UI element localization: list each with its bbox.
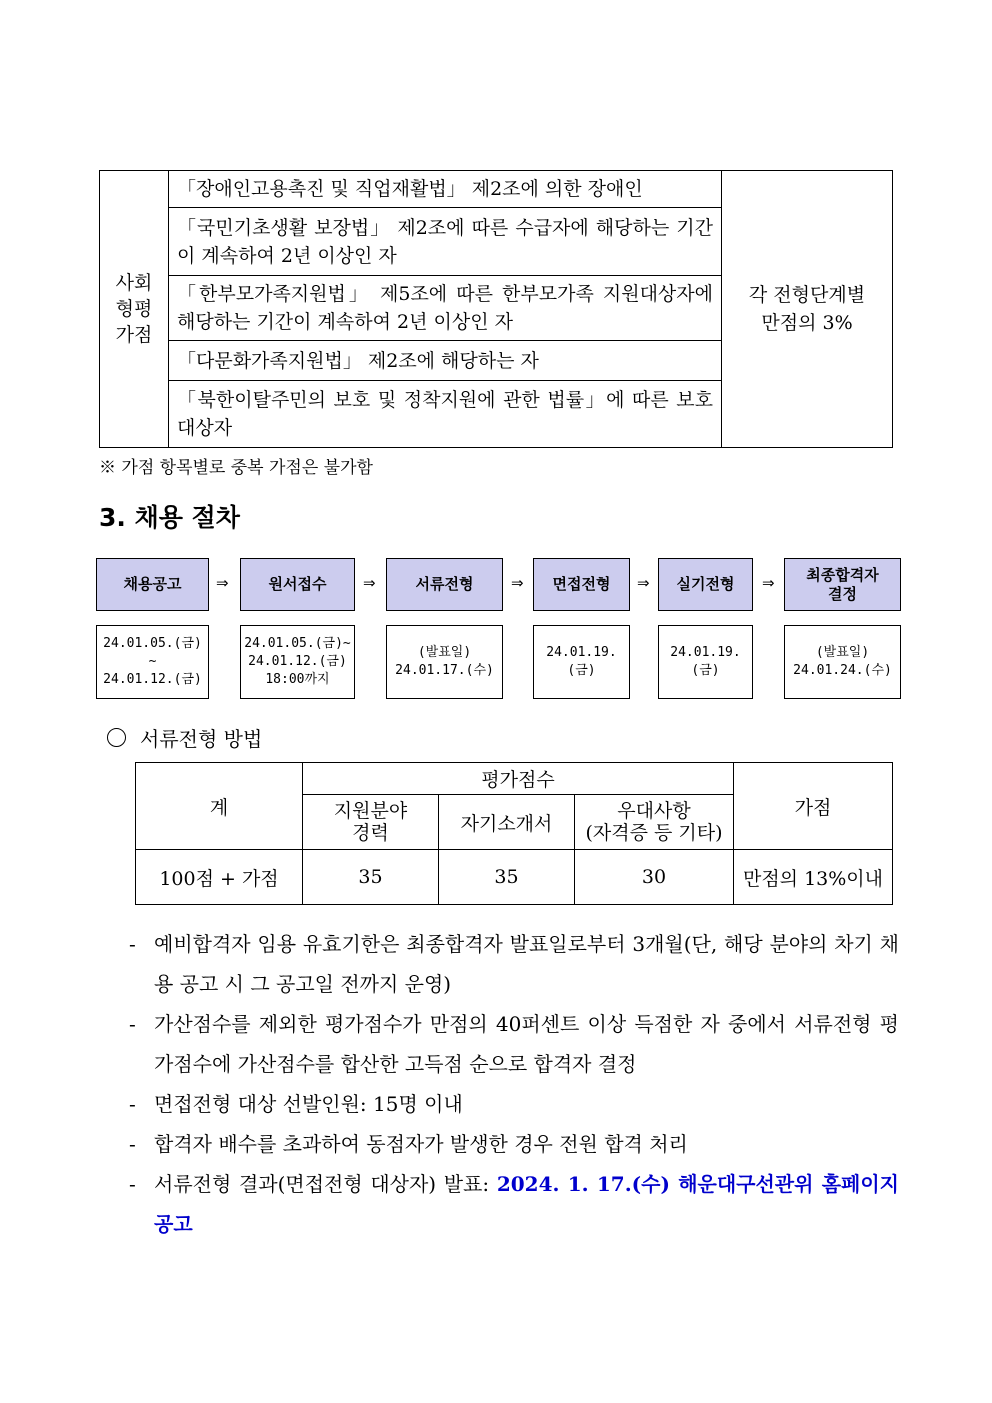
flow-step-announce (96, 558, 209, 611)
announcement-highlight: 2024. 1. 17.(수) 해운대구선관위 홈페이지 공고 (154, 1172, 899, 1236)
flow-date-announce (96, 625, 209, 699)
bonus-item: 「다문화가족지원법」 제2조에 해당하는 자 (169, 341, 722, 381)
bullet-text: 면접전형 대상 선발인원: 15명 이내 (154, 1092, 463, 1116)
bonus-value (722, 171, 893, 448)
flow-date-text: 24.01.05.(금) ~ 24.01.12.(금) (103, 636, 202, 687)
doc-review-heading (107, 723, 262, 752)
score-extra: 만점의 13%이내 (734, 850, 893, 905)
score-value: 35 (439, 850, 575, 905)
score-header-total: 계 (136, 763, 303, 850)
score-value: 35 (303, 850, 439, 905)
list-item (129, 1164, 899, 1244)
duplicate-bonus-note: ※ 가점 항목별로 중복 가점은 불가함 (99, 458, 373, 478)
bullet-text (154, 1164, 899, 1244)
bullet-text: 가산점수를 제외한 평가점수가 만점의 40퍼센트 이상 득점한 자 중에서 서류전형 평가점수에 가산점수를 합산한 고득점 순으로 합격자 결정 (154, 1012, 899, 1076)
flow-arrow: ⇒ (637, 574, 650, 592)
flow-date-text: (발표일) 24.01.24.(수) (793, 645, 892, 678)
flow-step-documents (386, 558, 503, 611)
list-item (129, 924, 899, 1004)
score-header-eval: 평가점수 (303, 763, 734, 795)
flow-step-label: 면접전형 (552, 575, 611, 593)
list-item (129, 1084, 899, 1124)
flow-step-label: 최종합격자 결정 (806, 565, 879, 603)
flow-arrow: ⇒ (762, 574, 775, 592)
bonus-item: 「국민기초생활 보장법」 제2조에 따른 수급자에 해당하는 기간이 계속하여 2년 이상인 자 (169, 208, 722, 276)
bonus-item: 「북한이탈주민의 보호 및 정착지원에 관한 법률」에 따른 보호대상자 (169, 381, 722, 448)
bonus-item: 「한부모가족지원법」 제5조에 따른 한부모가족 지원대상자에 해당하는 기간이 계속하여 2년 이상인 자 (169, 276, 722, 341)
flow-date-interview (533, 625, 630, 699)
score-value: 30 (575, 850, 734, 905)
bullet-text: 합격자 배수를 초과하여 동점자가 발생한 경우 전원 합격 처리 (154, 1132, 688, 1156)
score-header-extra: 가점 (734, 763, 893, 850)
bullet-dash: - (129, 1172, 136, 1196)
doc-review-title: 서류전형 방법 (140, 727, 263, 751)
flow-date-text: 24.01.19. (금) (546, 645, 617, 678)
bullet-dash: - (129, 1132, 136, 1156)
score-subheader: 우대사항 (자격증 등 기타) (575, 795, 734, 850)
flow-step-interview (533, 558, 630, 611)
list-item (129, 1124, 899, 1164)
bonus-value-line2: 만점의 3% (761, 312, 853, 334)
flow-step-apply (240, 558, 355, 611)
score-subheader: 지원분야 경력 (303, 795, 439, 850)
flow-step-label: 서류전형 (415, 575, 474, 593)
flow-date-apply (240, 625, 355, 699)
bonus-table (99, 170, 893, 448)
flow-date-final (784, 625, 901, 699)
bonus-item: 「장애인고용촉진 및 직업재활법」 제2조에 의한 장애인 (169, 171, 722, 208)
circle-bullet-icon (107, 728, 126, 747)
bullet-text: 예비합격자 임용 유효기한은 최종합격자 발표일로부터 3개월(단, 해당 분야의 차기 채용 공고 시 그 공고일 전까지 운영) (154, 932, 899, 996)
flow-step-label: 실기전형 (676, 575, 735, 593)
flow-step-label: 채용공고 (123, 575, 182, 593)
flow-date-text: 24.01.05.(금)~ 24.01.12.(금) 18:00까지 (244, 636, 351, 687)
bullet-dash: - (129, 1092, 136, 1116)
bonus-value-line1: 각 전형단계별 (748, 284, 866, 306)
score-subheader: 자기소개서 (439, 795, 575, 850)
bullet-list (129, 924, 899, 1244)
flow-date-text: (발표일) 24.01.17.(수) (395, 645, 494, 678)
flow-arrow: ⇒ (216, 574, 229, 592)
section-title: 3. 채용 절차 (99, 503, 240, 532)
score-table (135, 762, 893, 905)
bullet-dash: - (129, 1012, 136, 1036)
score-total: 100점 + 가점 (136, 850, 303, 905)
bullet-dash: - (129, 932, 136, 956)
list-item (129, 1004, 899, 1084)
flow-date-documents (386, 625, 503, 699)
bonus-category: 사회 형평 가점 (100, 171, 169, 448)
flow-date-practical (658, 625, 753, 699)
flow-step-label: 원서접수 (268, 575, 327, 593)
flow-step-practical (658, 558, 753, 611)
flow-arrow: ⇒ (363, 574, 376, 592)
flow-date-text: 24.01.19. (금) (670, 645, 741, 678)
bullet-prefix: 서류전형 결과(면접전형 대상자) 발표: (154, 1172, 497, 1196)
flow-step-final (784, 558, 901, 611)
flow-arrow: ⇒ (511, 574, 524, 592)
